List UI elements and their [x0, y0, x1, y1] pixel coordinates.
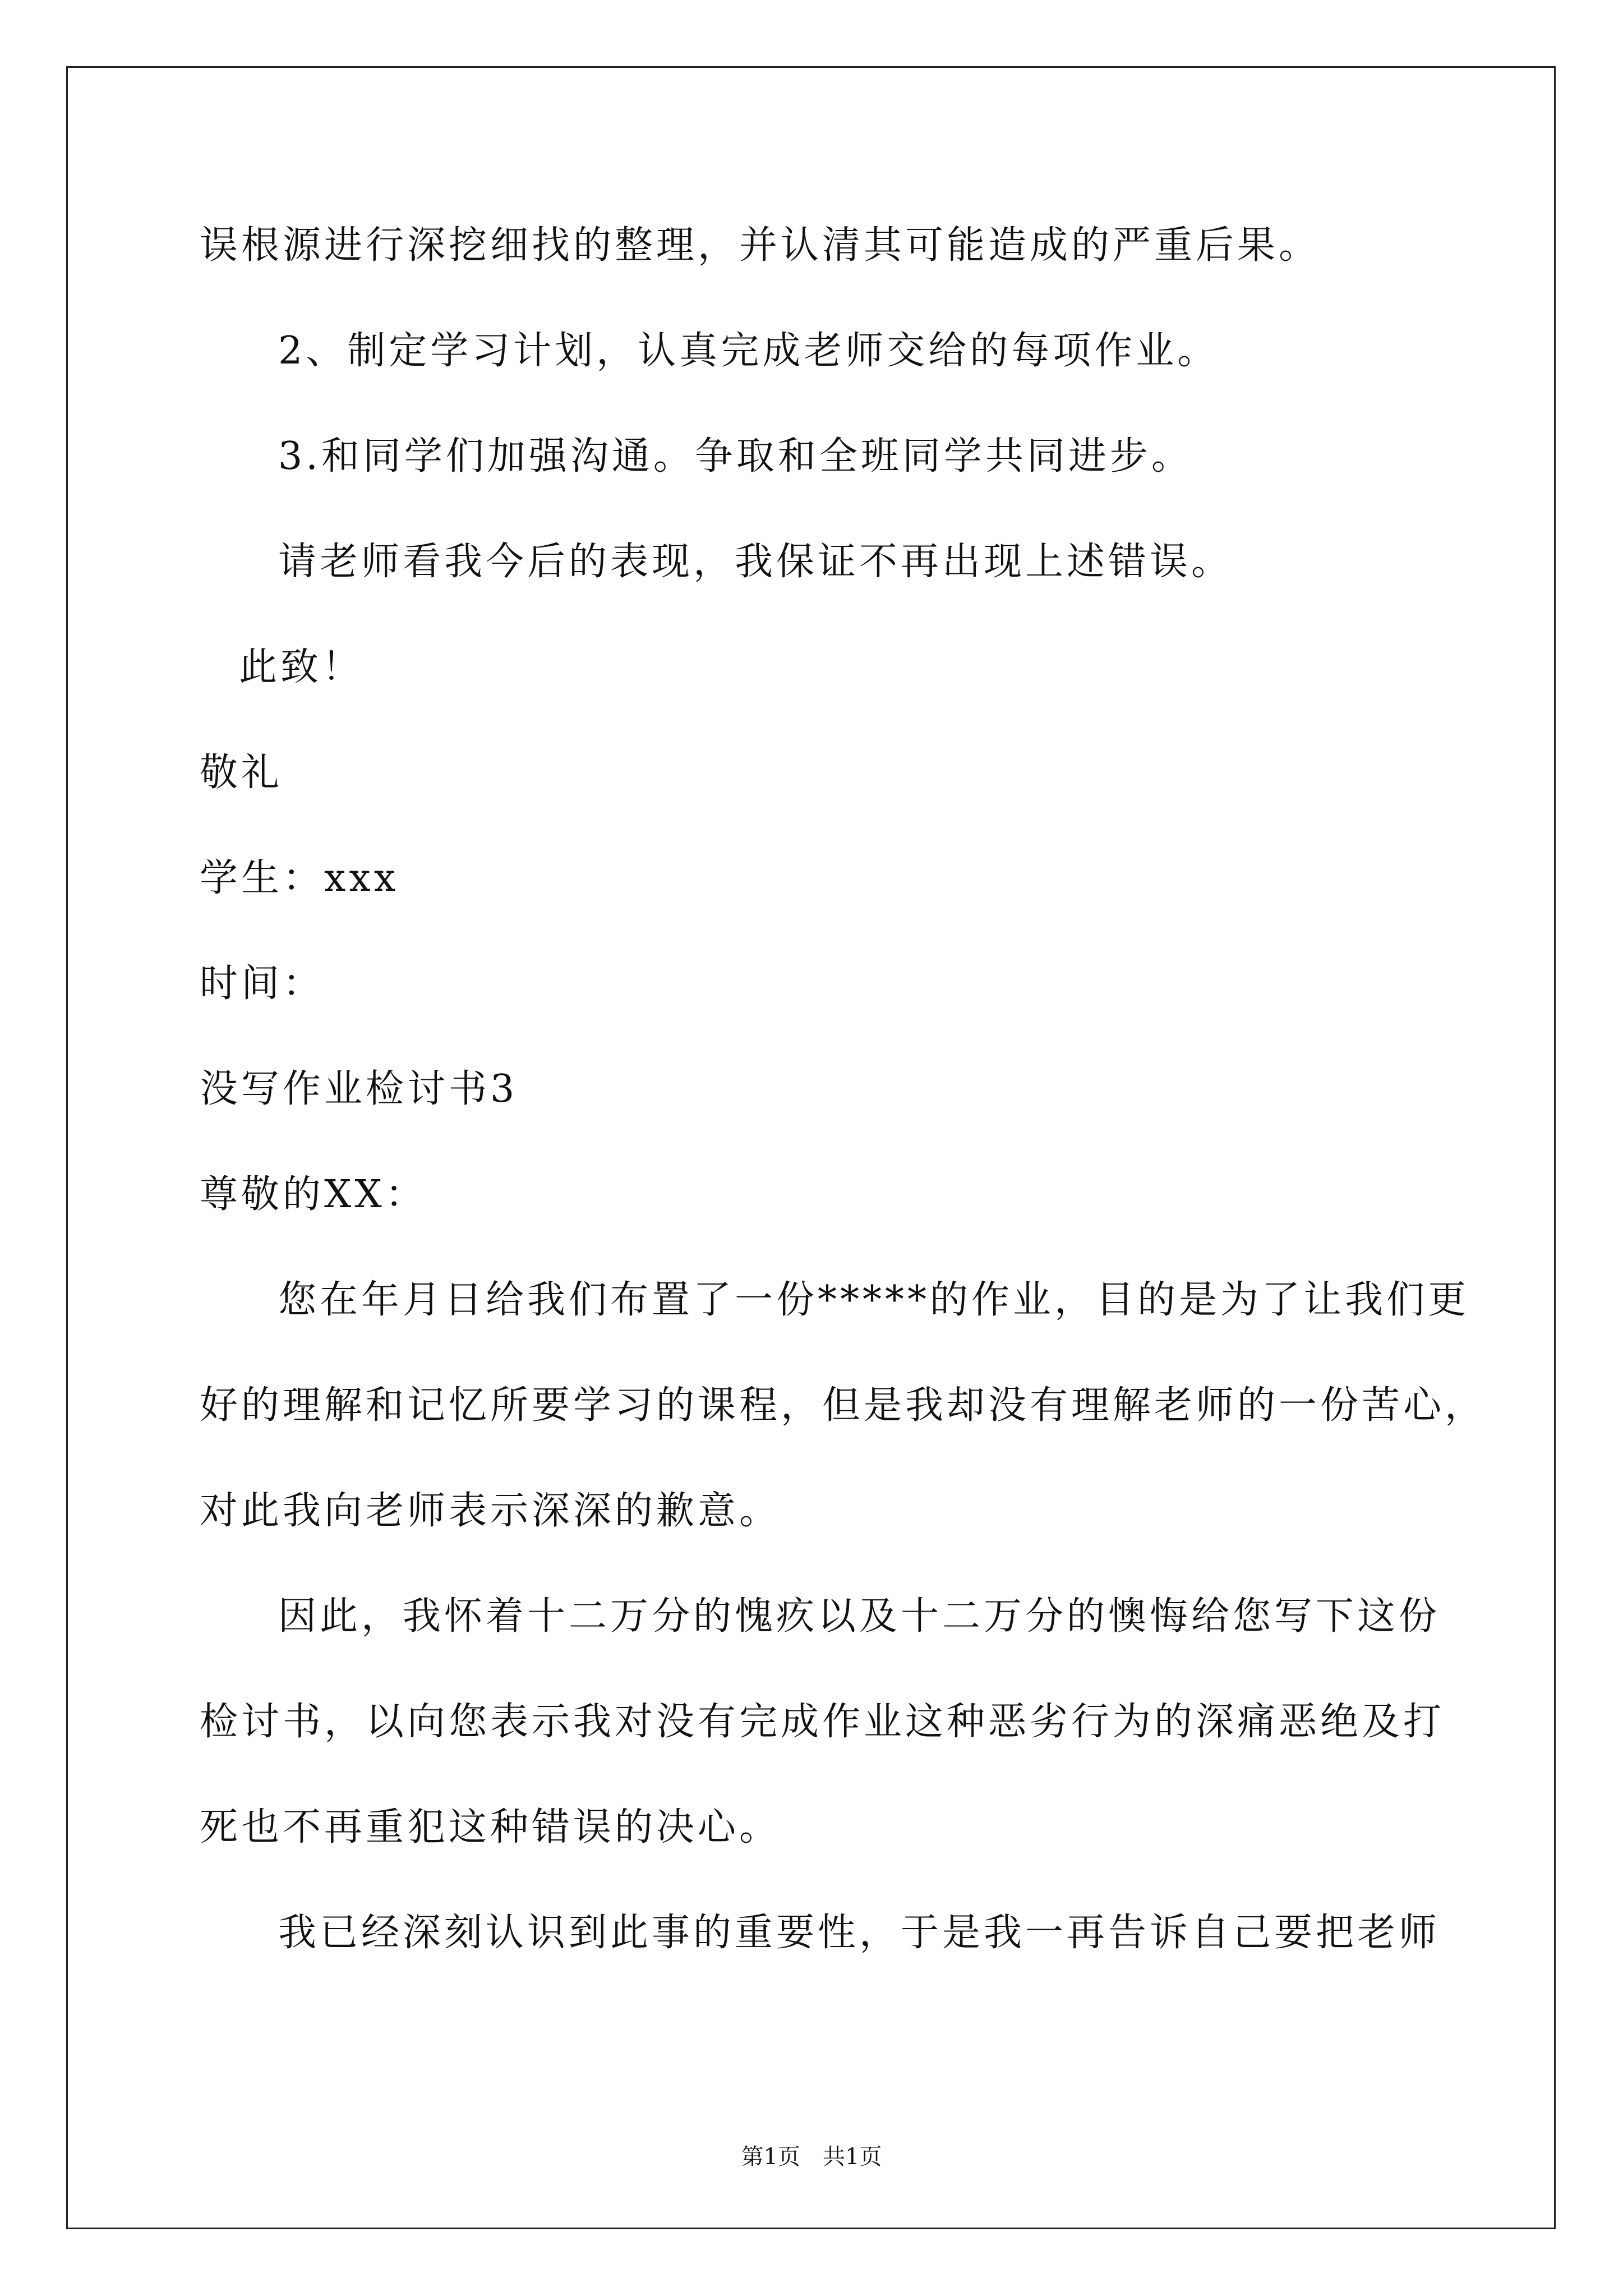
student-signature: 学生：xxx: [200, 856, 399, 900]
paragraph-line: 检讨书，以向您表示我对没有完成作业这种恶劣行为的深痛恶绝及打: [200, 1700, 1445, 1744]
closing-phrase: 此致！: [239, 645, 364, 689]
paragraph-line: 好的理解和记忆所要学习的课程，但是我却没有理解老师的一份苦心，: [200, 1383, 1487, 1428]
page-border: [66, 66, 1556, 2229]
paragraph-line: 您在年月日给我们布置了一份*****的作业，目的是为了让我们更: [278, 1278, 1470, 1322]
salutation: 敬礼: [200, 751, 283, 795]
paragraph-line: 3.和同学们加强沟通。争取和全班同学共同进步。: [278, 434, 1193, 478]
paragraph-line: 因此，我怀着十二万分的愧疚以及十二万分的懊悔给您写下这份: [278, 1594, 1441, 1639]
greeting: 尊敬的XX：: [200, 1172, 427, 1217]
paragraph-line: 我已经深刻认识到此事的重要性，于是我一再告诉自己要把老师: [278, 1911, 1441, 1955]
paragraph-line: 死也不再重犯这种错误的决心。: [200, 1805, 781, 1849]
section-title: 没写作业检讨书3: [200, 1067, 518, 1111]
paragraph-line: 请老师看我今后的表现，我保证不再出现上述错误。: [278, 540, 1233, 584]
date-line: 时间：: [200, 961, 325, 1006]
paragraph-line: 误根源进行深挖细找的整理，并认清其可能造成的严重后果。: [200, 223, 1321, 268]
page-number: 第1页 共1页: [741, 2144, 882, 2170]
paragraph-line: 对此我向老师表示深深的歉意。: [200, 1489, 781, 1533]
paragraph-line: 2、制定学习计划，认真完成老师交给的每项作业。: [278, 329, 1219, 373]
